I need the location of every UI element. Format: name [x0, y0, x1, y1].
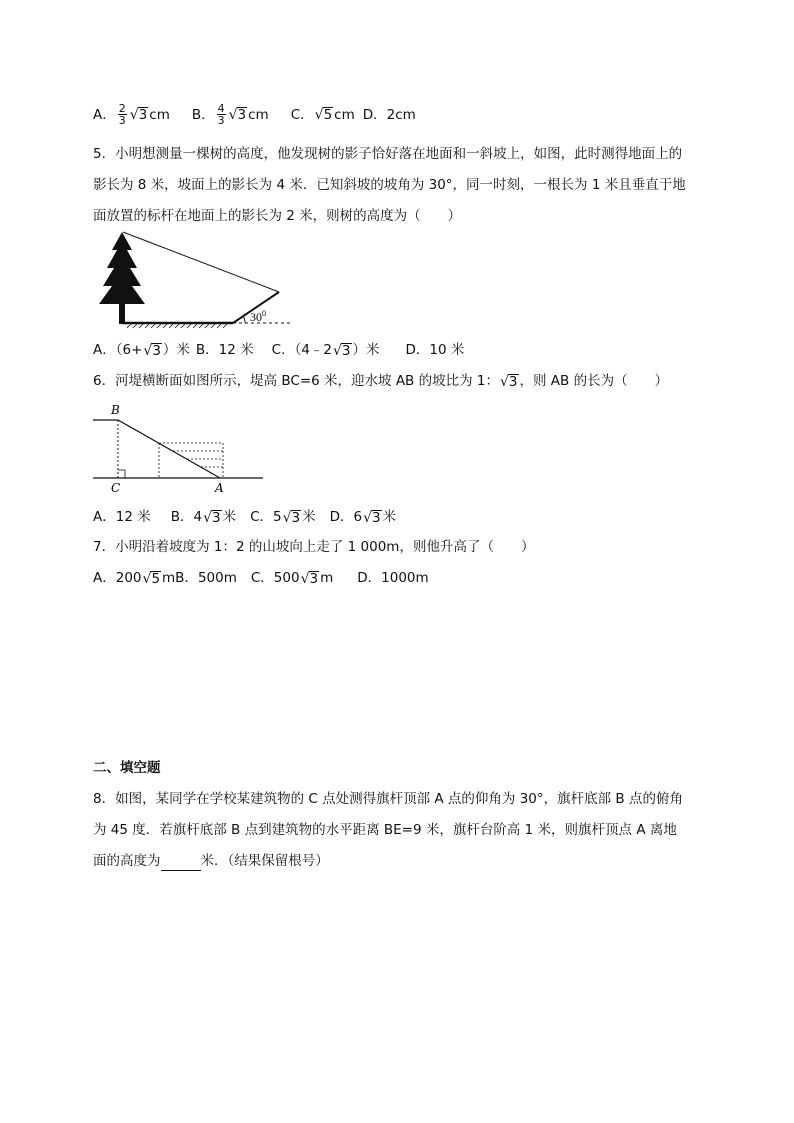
q4-option-b-prefix: B．: [191, 106, 215, 123]
q6-option-b-sqrt: √ 3: [203, 509, 221, 526]
q7-option-c-sqrt: √ 3: [300, 570, 319, 587]
q5-option-a-sqrt: √ 3: [143, 342, 161, 359]
q4-option-a-prefix: A．: [93, 106, 116, 123]
q6-option-d-post: 米: [382, 509, 397, 525]
q7-stem: 7．小明沿着坡度为 1：2 的山坡向上走了 1 000m，则他升高了（ ）: [93, 539, 535, 555]
q6-option-d-sqrt: √ 3: [363, 509, 381, 526]
q4-option-a-fraction: $\frac{2}{3}$: [118, 102, 126, 127]
q5-options: [93, 340, 464, 360]
q5-option-b: B．12 米: [195, 342, 254, 358]
q7-option-a-sqrt: √ 5: [142, 570, 161, 587]
q7-option-c-pre: C．500: [250, 570, 300, 586]
q5-angle-label: $30^0$: [250, 309, 266, 324]
q5-tree-figure: [93, 228, 293, 332]
q5-option-a-pre: A．（6+: [93, 342, 143, 358]
q5-option-a-post: ）米: [162, 342, 190, 358]
q4-option-b-unit: cm: [248, 106, 269, 123]
q5-option-c-post: ）米: [352, 342, 380, 358]
q6-embankment-figure: [93, 400, 265, 495]
q5-option-d: D．10 米: [405, 342, 465, 358]
q7-option-d: D．1000m: [357, 570, 429, 586]
q4-option-c-unit: cm: [334, 106, 355, 123]
q4-option-b-fraction: $\frac{4}{3}$: [217, 102, 225, 127]
q4-option-b-sqrt: √ 3: [228, 107, 247, 123]
q6-option-c-post: 米: [302, 509, 316, 525]
q6-options: [93, 507, 396, 527]
q4-option-a-sqrt: √ 3: [129, 107, 148, 123]
q4-option-a-unit: cm: [149, 106, 170, 123]
q5-sun-ray: [123, 232, 279, 292]
q6-label-a: A: [215, 481, 224, 495]
q8-stem-line1: 8．如图，某同学在学校某建筑物的 C 点处测得旗杆顶部 A 点的仰角为 30°，旗杆底部 B 点的俯角: [93, 791, 683, 807]
section-title-fill-in: 二、填空题: [93, 760, 161, 776]
q7-option-a-pre: A．200: [93, 570, 142, 586]
q6-label-c: C: [111, 481, 121, 495]
q4-options: [93, 103, 416, 126]
q6-stem: 6．河堤横断面如图所示，堤高 BC=6 米，迎水坡 AB 的坡比为 1： √ 3 ，则 AB 的长为（ ）: [93, 373, 669, 390]
q7-option-a-post: mB．500m: [162, 570, 237, 586]
q6-option-d-pre: D．6: [329, 509, 363, 525]
q5-stem-line1: 5．小明想测量一棵树的高度，他发现树的影子恰好落在地面和一斜坡上，如图，此时测得地面上的: [93, 146, 683, 162]
q8-answer-blank[interactable]: [161, 856, 201, 871]
q7-option-c-post: m: [320, 570, 334, 586]
q6-slope-ab: [118, 420, 220, 478]
q4-option-c-prefix: C．: [290, 106, 314, 123]
q6-option-a: A．12 米: [93, 509, 151, 525]
q4-option-d: D．2cm: [362, 106, 416, 123]
q7-options: [93, 568, 429, 588]
q5-stem-line2: 影长为 8 米，坡面上的影长为 4 米．已知斜坡的坡角为 30°，同一时刻，一根长为 1 米且垂直于地: [93, 177, 686, 193]
q6-option-c-sqrt: √ 3: [282, 509, 301, 526]
q6-option-c-pre: C．5: [250, 509, 282, 525]
q8-stem-line3: 面的高度为 米．（结果保留根号）: [93, 853, 329, 869]
q8-stem-line2: 为 45 度．若旗杆底部 B 点到建筑物的水平距离 BE=9 米，旗杆台阶高 1 米，则旗杆顶点 A 离地: [93, 822, 677, 838]
q6-label-b: B: [111, 403, 120, 417]
q5-option-c-pre: C．（4﹣2: [271, 342, 332, 358]
q6-option-b-post: 米: [222, 509, 237, 525]
q4-option-c-sqrt: √ 5: [314, 107, 333, 123]
q6-stem-sqrt: √ 3: [499, 373, 518, 390]
q6-option-b-pre: B．4: [170, 509, 203, 525]
q5-option-c-sqrt: √ 3: [333, 342, 351, 359]
q5-stem-line3: 面放置的标杆在地面上的影长为 2 米，则树的高度为（ ）: [93, 208, 462, 224]
